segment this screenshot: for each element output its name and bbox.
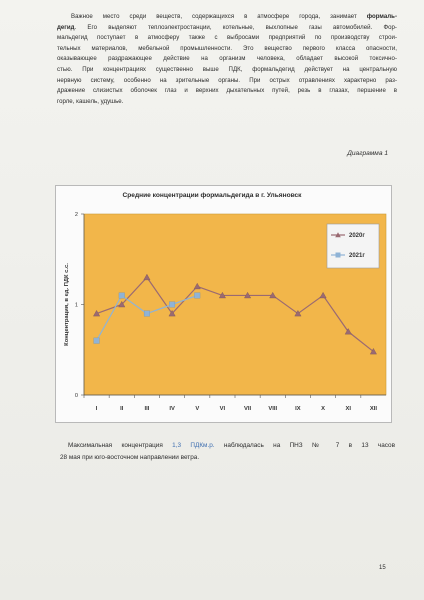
text-line: 28 мая при юго-восточном направлении ветра. xyxy=(60,454,200,461)
text-span: . Его выделяют теплоэлектростанции, котельные, выхлопные газы автомобилей. Фор- xyxy=(74,23,397,31)
legend-label: 2020г xyxy=(349,233,365,240)
text-span-bold: формаль- xyxy=(366,13,397,20)
x-tick-label: VIII xyxy=(268,406,278,412)
text-line: горле, кашель, удушье. xyxy=(57,97,124,105)
text-line: нервную систему, особенно на зрительные органы. При острых отравлениях характерно раз- xyxy=(57,76,397,84)
text-line: стью. При концентрациях существенно выше ПДК, формальдегид действует на центральную xyxy=(57,65,397,73)
legend-marker xyxy=(336,253,341,258)
x-tick-label: III xyxy=(144,406,150,412)
data-point-2021г xyxy=(144,311,150,317)
x-tick-label: X xyxy=(321,406,326,412)
x-tick-label: IX xyxy=(295,406,301,412)
x-tick-label: II xyxy=(120,406,124,412)
data-point-2021г xyxy=(169,302,175,308)
y-tick-label: 0 xyxy=(74,393,78,399)
text-line: мальдегид поступает в атмосферу также с выбросами предприятий по производству строи- xyxy=(57,34,397,42)
page-number: 15 xyxy=(379,565,386,571)
x-tick-label: I xyxy=(95,406,98,412)
chart-legend xyxy=(327,224,379,268)
x-tick-label: VII xyxy=(244,406,252,412)
highlight-value: 1,3 ПДКм.р. xyxy=(172,442,215,449)
data-point-2021г xyxy=(194,293,200,299)
data-point-2021г xyxy=(94,338,100,344)
y-tick-label: 2 xyxy=(74,212,78,218)
data-point-2021г xyxy=(119,293,125,299)
text-line xyxy=(60,440,395,452)
x-tick-label: IV xyxy=(169,406,175,412)
diagram-caption: Диаграмма 1 xyxy=(347,150,388,157)
text-span: наблюдалась на ПНЗ № 7 в 13 часов xyxy=(214,442,395,449)
chart-title: Средние концентрации формальдегида в г. Ульяновск xyxy=(122,192,302,199)
text-span: Максимальная концентрация xyxy=(68,442,173,449)
x-tick-label: VI xyxy=(219,406,226,412)
x-tick-label: XI xyxy=(345,406,351,412)
text-line: оказывающее раздражающее действие на организм человека, обладает высокой токсично- xyxy=(57,55,397,63)
x-tick-label: V xyxy=(195,406,200,412)
text-line: дражение слизистых оболочек глаз и верхних дыхательных путей, резь в глазах, першение в xyxy=(57,87,397,95)
x-tick-label: XII xyxy=(369,406,377,412)
text-span: Важное место среди веществ, содержащихся в атмосфере города, занимает xyxy=(71,13,367,20)
y-axis-label: Концентрация, в ед. ПДК с.с. xyxy=(64,263,70,346)
text-line: тельных материалов, мебельной промышленности. Это вещество первого класса опасности, xyxy=(57,44,397,52)
legend-label: 2021г xyxy=(349,253,365,260)
text-span-bold: дегид xyxy=(57,23,75,31)
y-tick-label: 1 xyxy=(74,302,78,309)
paragraph-max-concentration xyxy=(60,440,395,464)
